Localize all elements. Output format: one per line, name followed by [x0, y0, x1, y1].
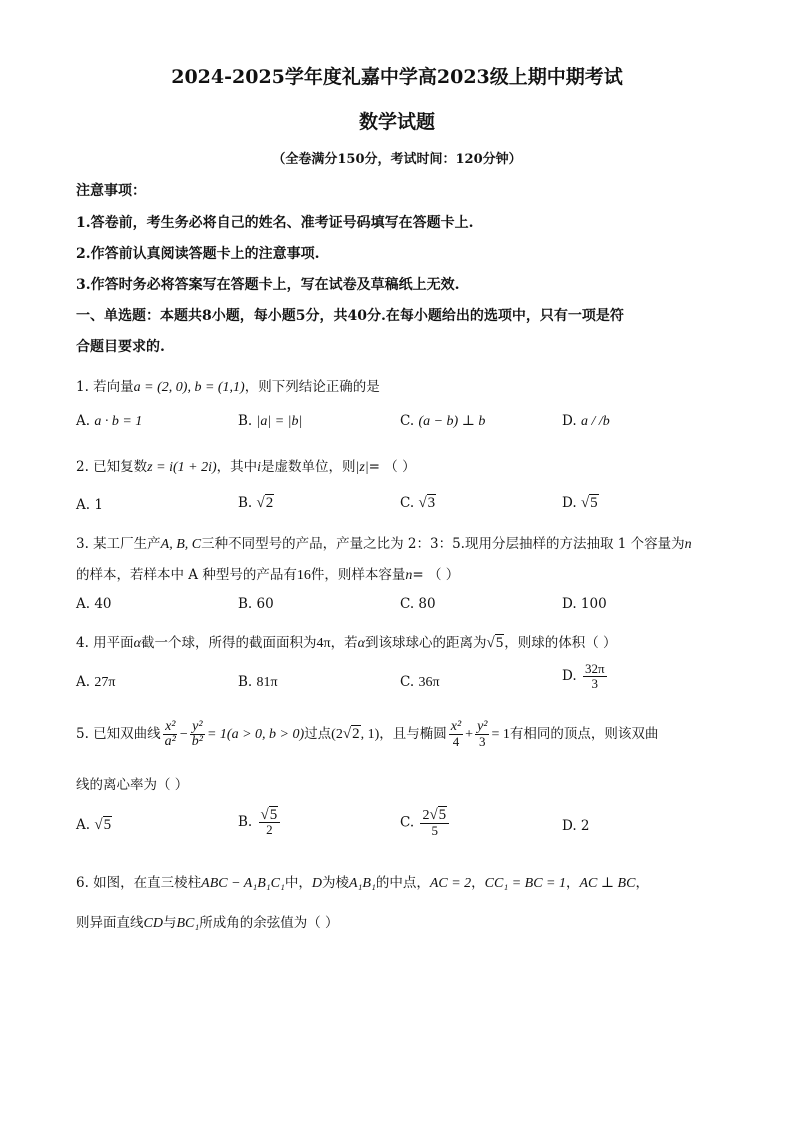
q5-option-d: D. 2	[562, 818, 590, 834]
question-3-line2: 的样本，若样本中 A 种型号的产品有16件，则样本容量n= （ ）	[76, 567, 460, 583]
question-5-line1: 5. 已知双曲线 $\frac{\text{x²}}{\text{a²}}$ − $\frac{\text{y²}}{\text{b²}}$ = 1(a > 0, b > 0)过点(2√2, 1)，且与椭圆 $\frac{\text{x²}}{4}$ + $\frac{\text{y²}}{3}$ = 1有相同的顶点，则该双曲	[76, 719, 659, 749]
q2-option-a: A. 1	[76, 497, 103, 513]
q4-option-d: D. $\frac{32\pi}{3}$	[562, 661, 605, 691]
q4-option-c: C. 36π	[400, 674, 440, 690]
exam-subject: 数学试题	[358, 111, 435, 133]
q1-option-b: B. |a| = |b|	[238, 413, 303, 429]
q1-post: ，则下列结论正确的是	[244, 379, 380, 395]
q2-option-b: B. √2	[238, 495, 274, 511]
question-5-line2: 线的离心率为（ ）	[76, 777, 189, 793]
q3-option-b: B. 60	[238, 596, 274, 612]
exam-title: 2024-2025学年度礼嘉中学高2023级上期中期考试	[171, 66, 623, 88]
q3-option-a: A. 40	[76, 596, 112, 612]
q1-option-a: A. a · b = 1	[76, 413, 143, 429]
q5-option-a: A. √5	[76, 817, 112, 833]
q1-option-c: C. (a − b) ⊥ b	[400, 413, 486, 429]
question-1-stem	[76, 375, 380, 396]
q1-vectors: a = (2, 0), b = (1,1)	[133, 380, 245, 395]
q2-option-c: C. √3	[400, 495, 436, 511]
q3-option-c: C. 80	[400, 596, 436, 612]
q2-option-d: D. √5	[562, 495, 598, 511]
section-heading-line1: 一、单选题：本题共8小题，每小题5分，共40分.在每小题给出的选项中，只有一项是符	[76, 308, 624, 324]
q4-option-b: B. 81π	[238, 674, 278, 690]
q1-option-d: D. a / /b	[562, 413, 610, 429]
question-6-line1: 6. 如图，在直三棱柱ABC − A₁B₁C₁中，D为棱A₁B₁的中点，AC = 2，CC₁ = BC = 1，AC ⊥ BC，	[76, 875, 649, 891]
notice-item-2: 2.作答前认真阅读答题卡上的注意事项.	[76, 246, 320, 262]
question-6-line2: 则异面直线CD与BC₁所成角的余弦值为（ ）	[76, 915, 339, 931]
notice-item-1: 1.答卷前，考生务必将自己的姓名、准考证号码填写在答题卡上.	[76, 215, 474, 231]
q1-pre: 1. 若向量	[76, 379, 134, 395]
question-4-stem: 4. 用平面α截一个球，所得的截面面积为4π，若α到该球球心的距离为√5，则球的体积（ ）	[76, 635, 617, 651]
q5-option-b: B. $\frac{√5}{2}$	[238, 808, 282, 837]
question-3-line1: 3. 某工厂生产A, B, C三种不同型号的产品，产量之比为 2：3：5.现用分层抽样的方法抽取 1 个容量为n	[76, 536, 692, 552]
notice-item-3: 3.作答时务必将答案写在答题卡上，写在试卷及草稿纸上无效.	[76, 277, 460, 293]
q5-option-c: C. $\frac{2√5}{5}$	[400, 808, 451, 838]
section-heading-line2: 合题目要求的.	[76, 339, 165, 355]
q4-option-a: A. 27π	[76, 674, 116, 690]
q3-option-d: D. 100	[562, 596, 607, 612]
exam-meta: （全卷满分150分，考试时间：120分钟）	[272, 152, 522, 167]
question-2-stem: 2. 已知复数z = i(1 + 2i)，其中i是虚数单位，则|z|= （ ）	[76, 459, 416, 475]
q2-complex: z = i(1 + 2i)	[147, 460, 217, 475]
notice-heading: 注意事项：	[76, 183, 146, 199]
